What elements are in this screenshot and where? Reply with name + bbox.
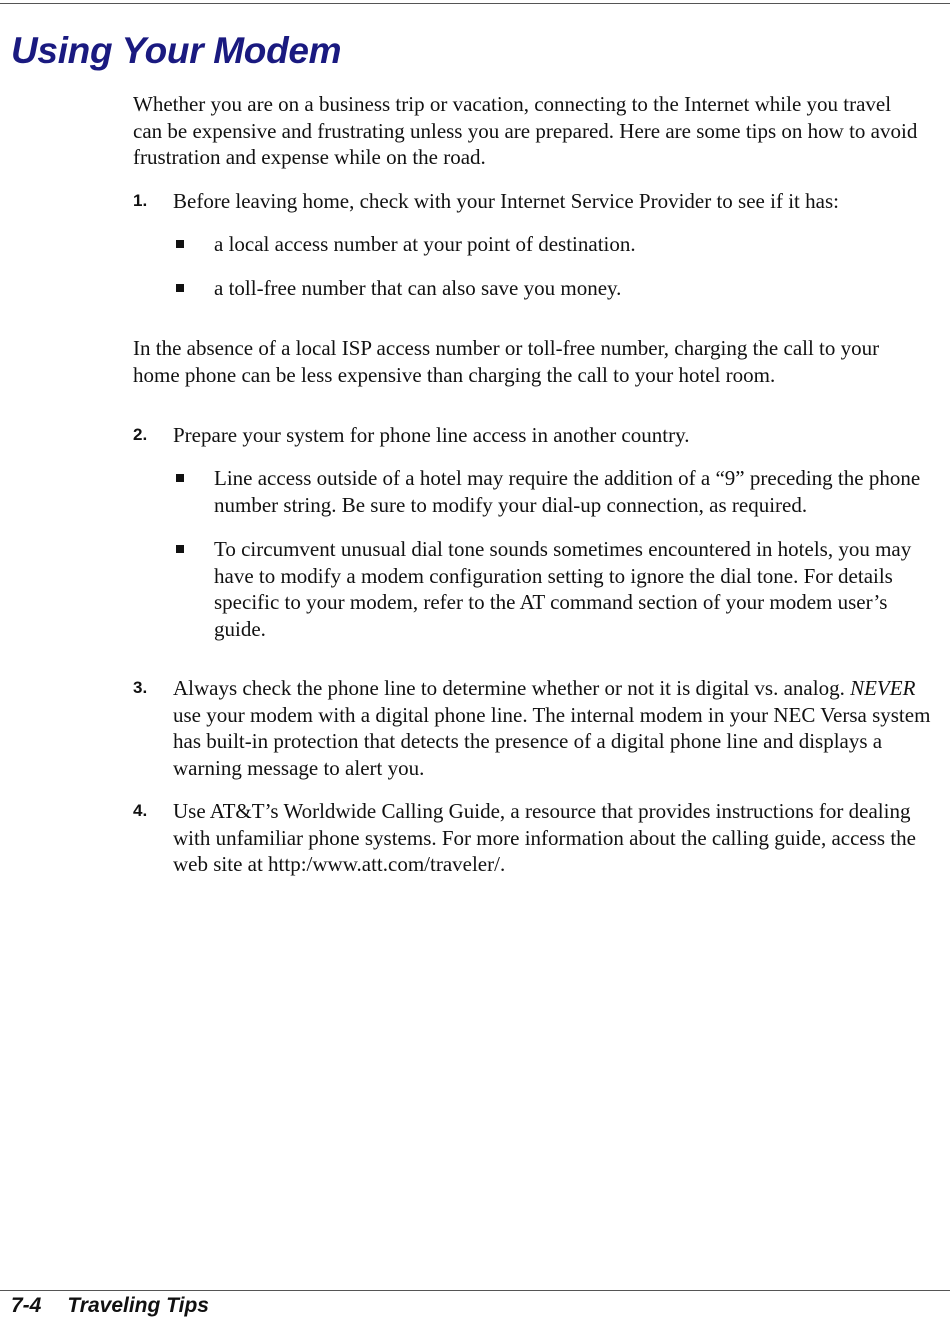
bullet-icon	[176, 240, 184, 248]
step-text: Use AT&T’s Worldwide Calling Guide, a resource that provides instructions for dealing with unfamiliar phone systems. For more information about the calling guide, access the web site at http:/www.att.com/traveler/.	[173, 799, 916, 876]
bullet-text: a toll-free number that can also save you money.	[214, 276, 622, 300]
page-number: 7-4	[11, 1294, 42, 1317]
section-title: Traveling Tips	[67, 1294, 209, 1317]
note-paragraph: In the absence of a local ISP access number or toll-free number, charging the call to your home phone can be less expensive than charging the call to your hotel room.	[133, 336, 880, 387]
step-lead-text: Always check the phone line to determine whether or not it is digital vs. analog.	[173, 676, 851, 700]
page-title: Using Your Modem	[11, 30, 342, 71]
step-text: Before leaving home, check with your Internet Service Provider to see if it has:	[173, 189, 839, 213]
step-rest-text: use your modem with a digital phone line. The internal modem in your NEC Versa system has built-in protection that detects the presence of a digital phone line and displays a warning message to alert you.	[173, 702, 931, 780]
bullet-text: Line access outside of a hotel may require the addition of a “9” preceding the phone number string. Be sure to modify your dial-up connection, as required.	[214, 466, 921, 517]
footer-rule	[0, 1290, 950, 1291]
step-number: 1.	[133, 191, 148, 210]
step-number: 3.	[133, 678, 148, 697]
intro-paragraph: Whether you are on a business trip or vacation, connecting to the Internet while you travel can be expensive and frustrating unless you are prepared. Here are some tips on how to avoid frustration and expense while on the road.	[133, 92, 918, 169]
step-text: Prepare your system for phone line access in another country.	[173, 423, 690, 447]
bullet-text: To circumvent unusual dial tone sounds sometimes encountered in hotels, you may have to modify a modem configuration setting to ignore the dial tone. For details specific to your modem, refer to the AT command section of your modem user’s guide.	[214, 537, 912, 641]
step-number: 2.	[133, 425, 148, 444]
bullet-text: a local access number at your point of destination.	[214, 232, 636, 256]
bullet-icon	[176, 284, 184, 292]
step-text	[173, 675, 933, 781]
header-rule	[0, 3, 950, 4]
step-number: 4.	[133, 801, 148, 820]
step-emphasis: NEVER	[850, 676, 916, 700]
page-footer	[11, 1294, 209, 1318]
bullet-icon	[176, 474, 184, 482]
bullet-icon	[176, 545, 184, 553]
